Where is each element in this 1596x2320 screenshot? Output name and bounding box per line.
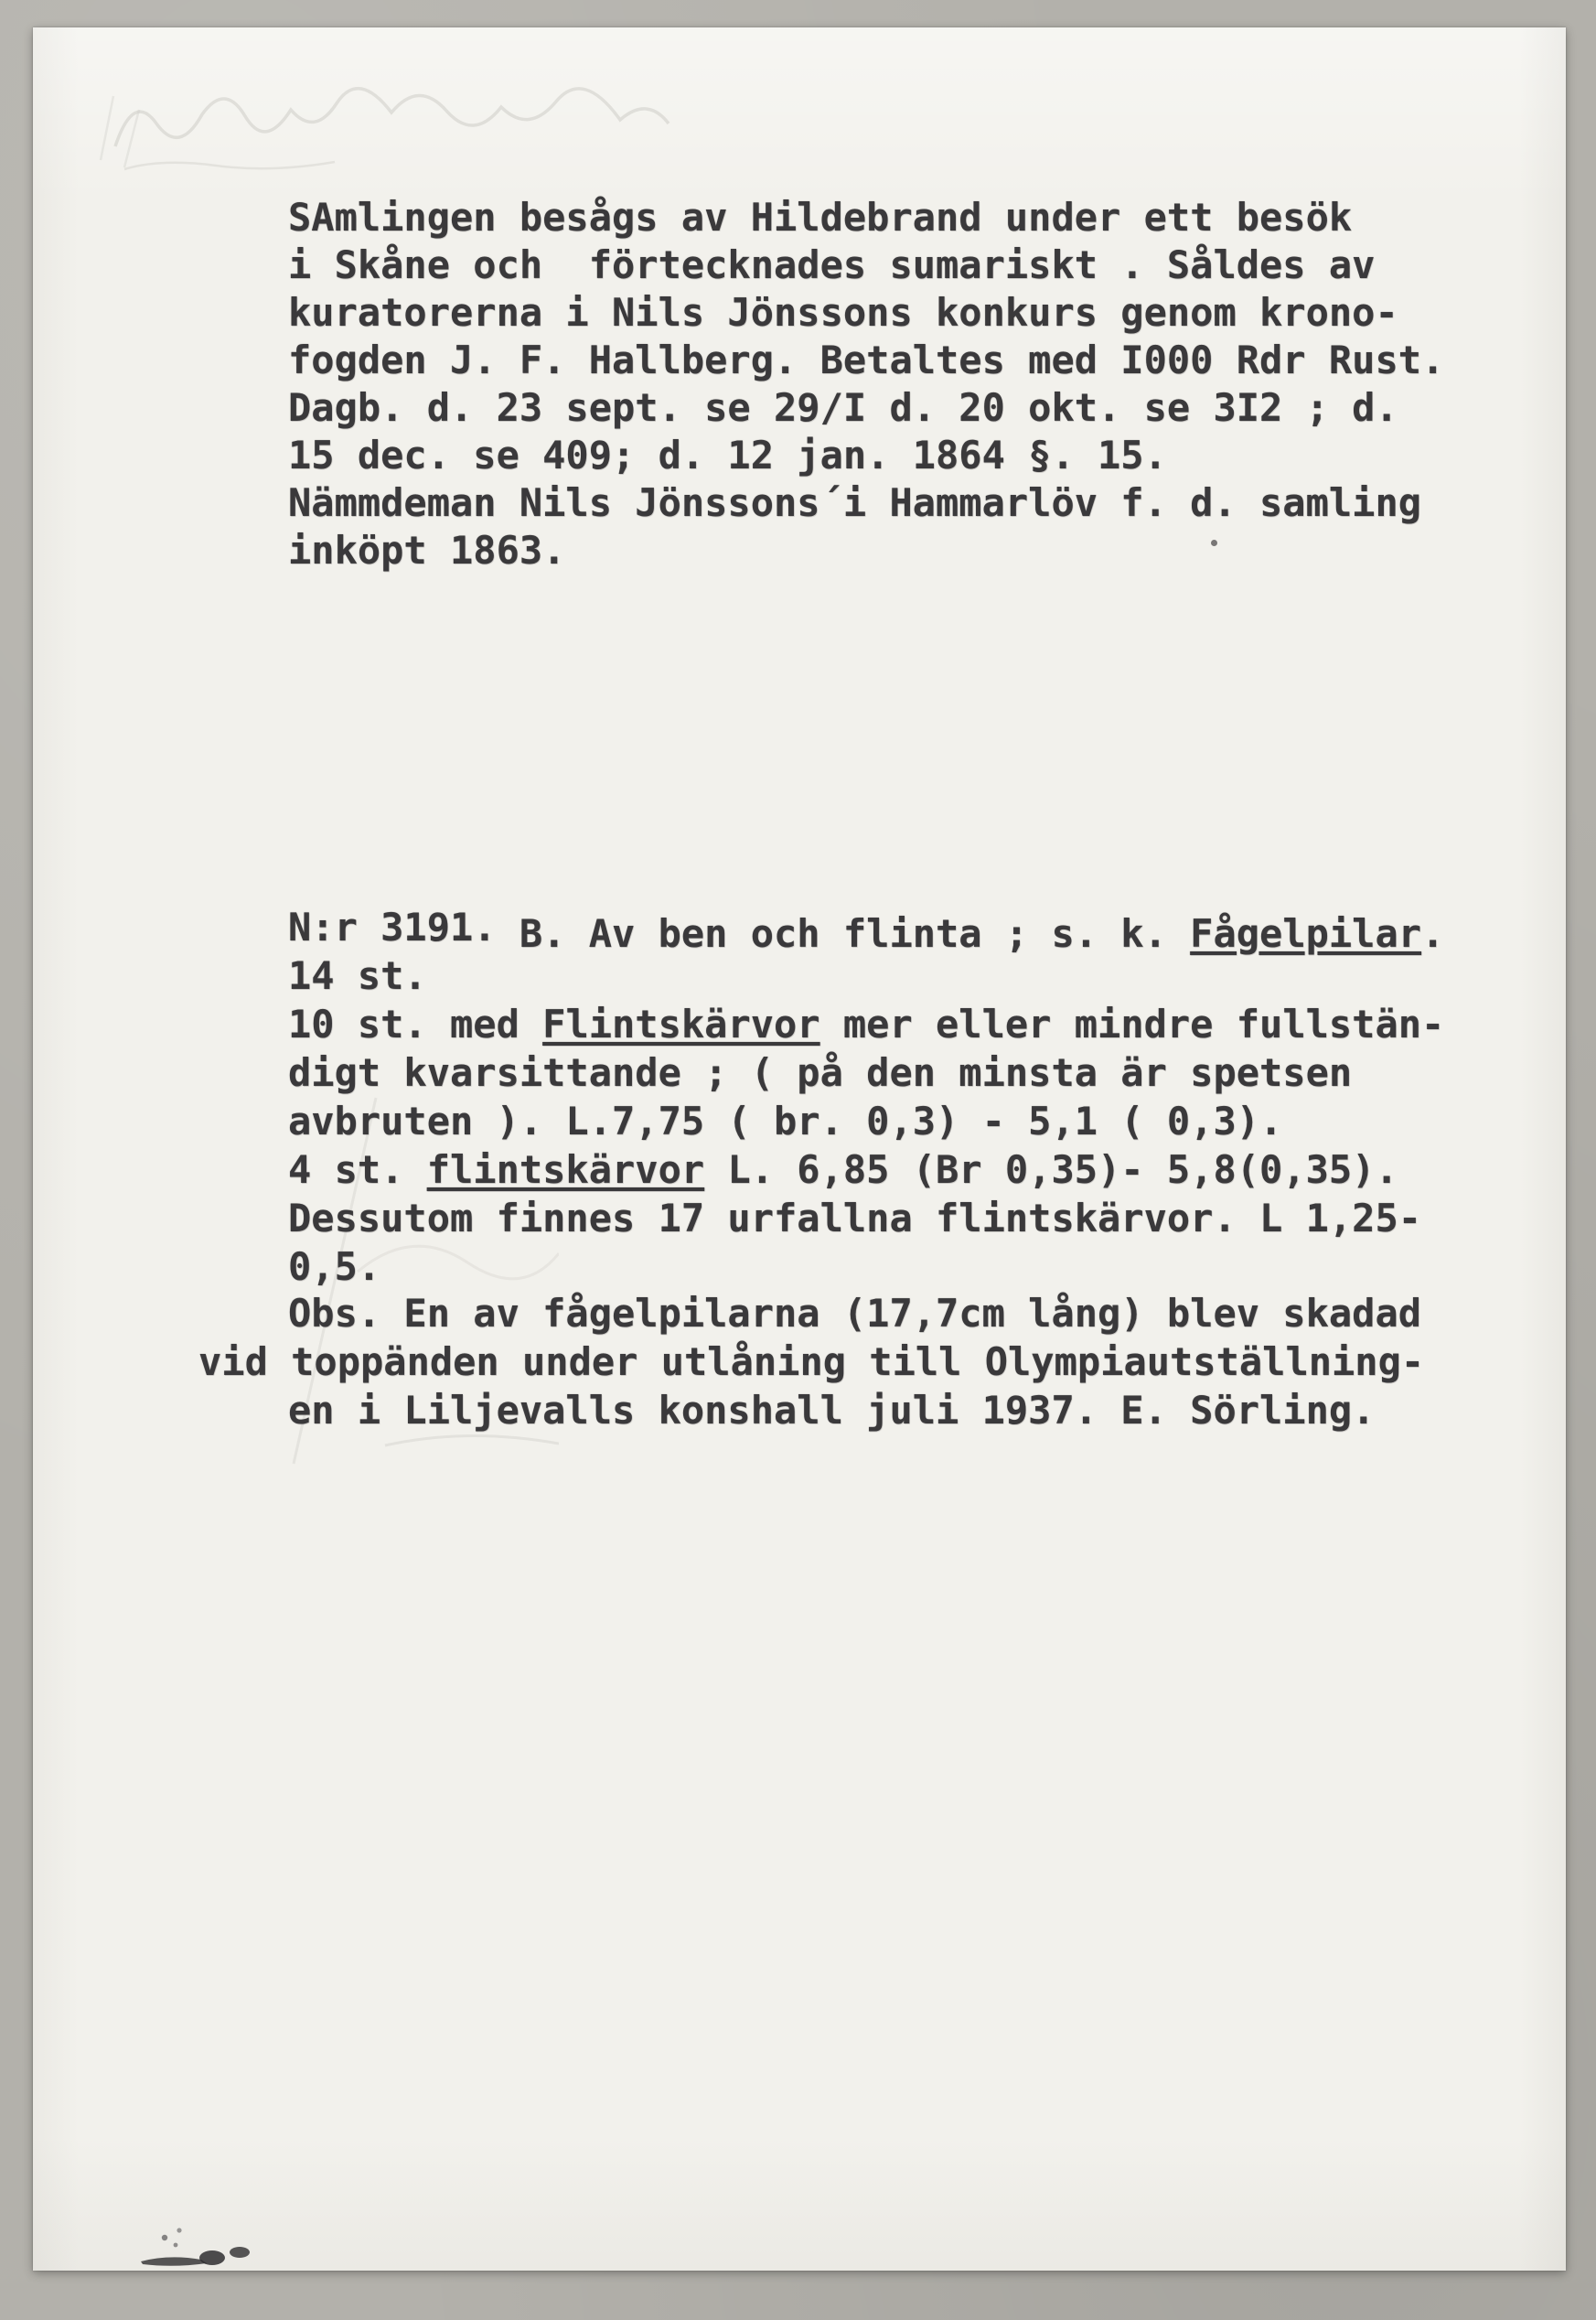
entry-number: N:r 3191. bbox=[288, 905, 497, 950]
text-line: vid toppänden under utlåning till Olympiautställning- bbox=[198, 1339, 1425, 1384]
text-line: kuratorerna i Nils Jönssons konkurs genom krono- bbox=[288, 290, 1398, 335]
text-line: Nämmdeman Nils Jönssons´i Hammarlöv f. d. samling bbox=[288, 480, 1422, 525]
text-line: digt kvarsittande ; ( på den minsta är spetsen bbox=[288, 1050, 1353, 1095]
text-line: 14 st. bbox=[288, 953, 427, 998]
obs-note bbox=[198, 1289, 1425, 1434]
text-line: fogden J. F. Hallberg. Betaltes med I000 Rdr Rust. bbox=[288, 338, 1445, 382]
text-line: Dessutom finnes 17 urfallna flintskärvor. L 1,25- bbox=[288, 1196, 1422, 1241]
text-line: 15 dec. se 409; d. 12 jan. 1864 §. 15. bbox=[288, 433, 1167, 478]
text-line: Dagb. d. 23 sept. se 29/I d. 20 okt. se 3I2 ; d. bbox=[288, 385, 1398, 430]
underlined-term: Flintskärvor bbox=[542, 1002, 820, 1047]
catalog-entry bbox=[288, 903, 1444, 1291]
text-line: SAmlingen besågs av Hildebrand under ett besök bbox=[288, 195, 1353, 240]
paper-sheet bbox=[33, 27, 1566, 2271]
entry-heading: B. Av ben och flinta ; s. k. Fågelpilar. bbox=[496, 911, 1445, 956]
text-line: i Skåne och förtecknades sumariskt . Såldes av bbox=[288, 242, 1376, 287]
underlined-term: flintskärvor bbox=[426, 1147, 705, 1192]
underlined-term: Fågelpilar bbox=[1190, 911, 1422, 956]
entry-number-line bbox=[288, 903, 1445, 956]
pencil-scribble-top bbox=[97, 59, 737, 206]
text-line: en i Liljevalls konshall juli 1937. E. Sörling. bbox=[288, 1388, 1376, 1433]
text-line: 0,5. bbox=[288, 1244, 381, 1289]
provenance-paragraph bbox=[288, 194, 1444, 575]
ink-smudge bbox=[128, 2223, 274, 2278]
text-line: avbruten ). L.7,75 ( br. 0,3) - 5,1 ( 0,3). bbox=[288, 1099, 1283, 1144]
text-line: 4 st. flintskärvor L. 6,85 (Br 0,35)- 5,8(0,35). bbox=[288, 1147, 1398, 1192]
text-line: 10 st. med Flintskärvor mer eller mindre fullstän- bbox=[288, 1002, 1445, 1047]
text-line: Obs. En av fågelpilarna (17,7cm lång) blev skadad bbox=[288, 1291, 1422, 1336]
text-line: inköpt 1863. bbox=[288, 528, 566, 573]
